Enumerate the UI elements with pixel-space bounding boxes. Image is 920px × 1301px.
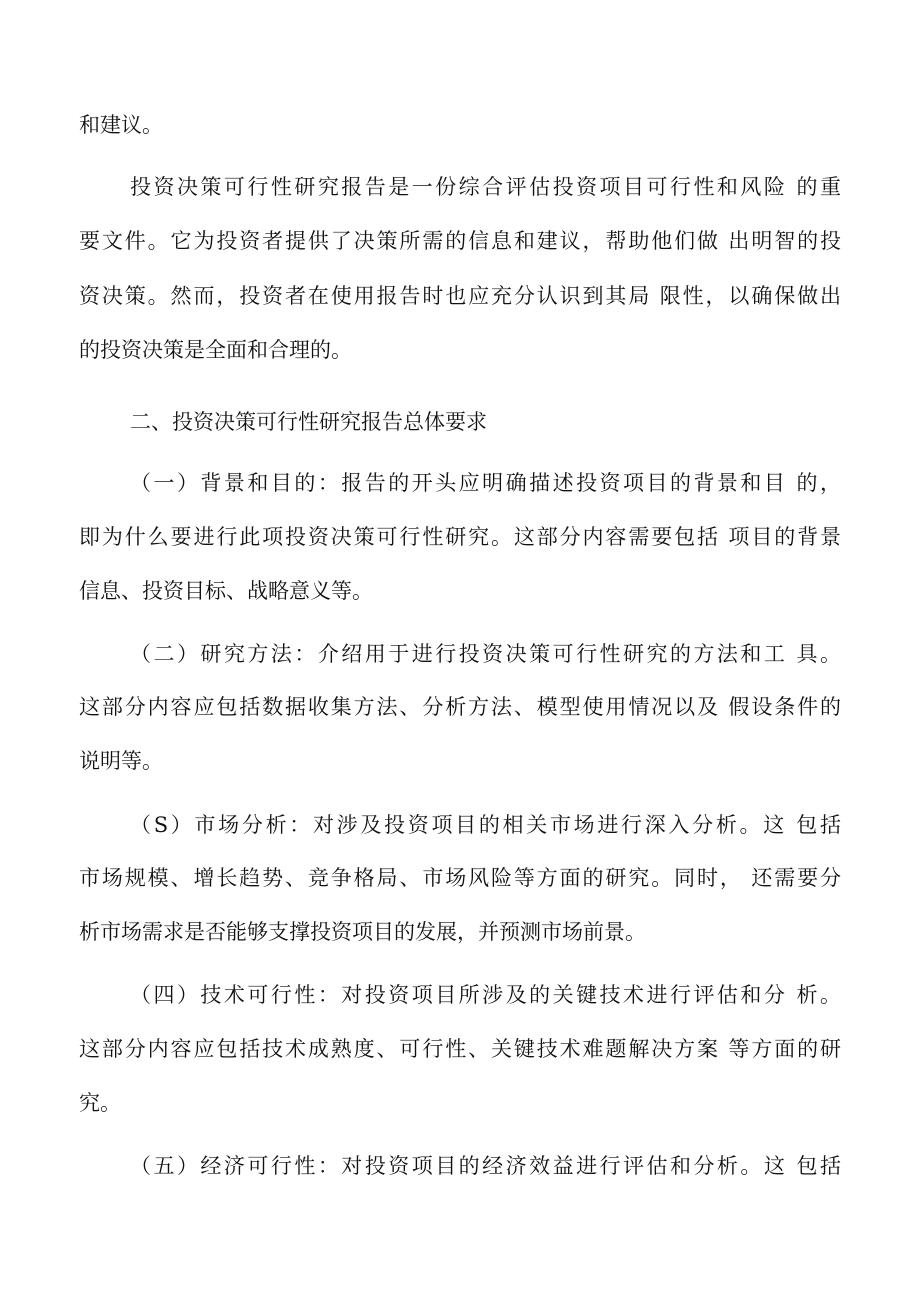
paragraph-line: 这部分内容应包括数据收集方法、分析方法、模型使用情况以及 假设条件的 (79, 695, 841, 719)
paragraph-line: 资决策。然而，投资者在使用报告时也应充分认识到其局 限性，以确保做出 (79, 284, 841, 308)
paragraph-line: 说明等。 (79, 749, 163, 773)
paragraph-line: （一）背景和目的：报告的开头应明确描述投资项目的背景和目 的， (130, 471, 841, 495)
paragraph-line: 信息、投资目标、战略意义等。 (79, 579, 373, 603)
paragraph-line: 要文件。它为投资者提供了决策所需的信息和建议，帮助他们做 出明智的投 (79, 229, 841, 253)
paragraph-line: 的投资决策是全面和合理的。 (79, 338, 352, 362)
paragraph-line: （二）研究方法：介绍用于进行投资决策可行性研究的方法和工 具。 (130, 642, 841, 666)
paragraph-line: （五）经济可行性：对投资项目的经济效益进行评估和分析。这 包括 (130, 1154, 841, 1178)
paragraph-line: （四）技术可行性：对投资项目所涉及的关键技术进行评估和分 析。 (130, 983, 841, 1007)
paragraph-line: 市场规模、增长趋势、竞争格局、市场风险等方面的研究。同时， 还需要分 (79, 866, 841, 890)
paragraph-line: （S）市场分析：对涉及投资项目的相关市场进行深入分析。这 包括 (130, 813, 841, 837)
paragraph-line: 和建议。 (79, 113, 163, 137)
paragraph-line: 投资决策可行性研究报告是一份综合评估投资项目可行性和风险 的重 (130, 175, 841, 199)
paragraph-line: 究。 (79, 1091, 121, 1115)
section-heading: 二、投资决策可行性研究报告总体要求 (130, 410, 487, 434)
paragraph-line: 析市场需求是否能够支撑投资项目的发展，并预测市场前景。 (79, 920, 646, 944)
paragraph-line: 这部分内容应包括技术成熟度、可行性、关键技术难题解决方案 等方面的研 (79, 1037, 841, 1061)
paragraph-line: 即为什么要进行此项投资决策可行性研究。这部分内容需要包括 项目的背景 (79, 525, 841, 549)
